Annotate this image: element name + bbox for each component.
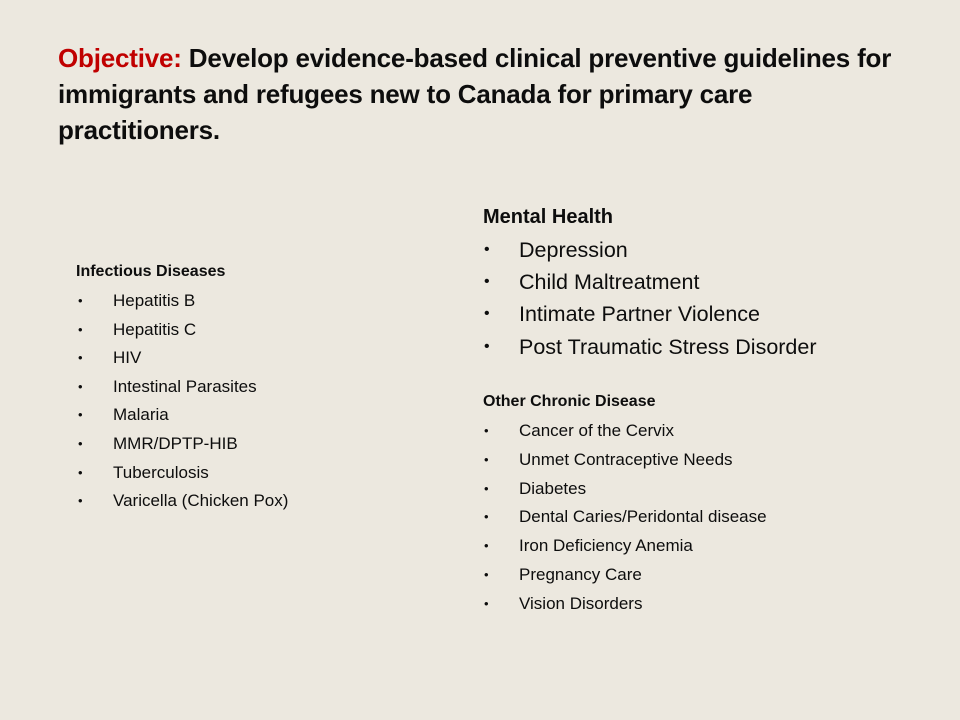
list-item-label: Post Traumatic Stress Disorder [519, 334, 817, 359]
bullet-icon: • [484, 566, 489, 582]
bullet-icon: • [484, 451, 489, 467]
list-item [483, 532, 923, 561]
bullet-icon: • [78, 493, 83, 509]
bullet-icon: • [78, 321, 83, 337]
bullet-icon: • [78, 464, 83, 480]
list-item-label: Dental Caries/Peridontal disease [519, 507, 767, 527]
bullet-icon: • [78, 378, 83, 394]
objective-text: Develop evidence-based clinical preventive guidelines for immigrants and refugees new to Canada for primary care practitioners. [58, 43, 892, 145]
bullet-icon: • [484, 423, 489, 438]
list-item [483, 503, 923, 532]
objective-title [58, 40, 918, 148]
bullet-icon: • [78, 435, 83, 451]
list-item [76, 459, 416, 488]
list-item [483, 266, 923, 298]
list-item-label: Iron Deficiency Anemia [519, 536, 693, 556]
list-item-label: Intestinal Parasites [113, 376, 257, 396]
bullet-icon: • [484, 595, 489, 611]
list-item-label: Tuberculosis [113, 462, 209, 482]
mental-health-heading: Mental Health [483, 206, 614, 228]
bullet-icon: • [484, 241, 490, 258]
list-item-label: Depression [519, 238, 628, 262]
list-item [76, 401, 416, 430]
bullet-icon: • [484, 273, 490, 291]
bullet-icon: • [484, 480, 489, 496]
list-item-label: Cancer of the Cervix [519, 421, 674, 440]
list-item [483, 331, 923, 363]
list-item [483, 234, 923, 266]
list-item [483, 298, 923, 330]
list-item-label: Varicella (Chicken Pox) [113, 491, 289, 511]
mental-health-list [483, 234, 923, 363]
list-item-label: HIV [113, 348, 142, 368]
list-item-label: Unmet Contraceptive Needs [519, 449, 733, 469]
list-item [483, 417, 923, 446]
infectious-diseases-heading: Infectious Diseases [76, 263, 226, 280]
list-item-label: Intimate Partner Violence [519, 302, 761, 327]
list-item [76, 430, 416, 459]
list-item [76, 487, 416, 516]
bullet-icon: • [484, 337, 490, 355]
list-item-label: Malaria [113, 405, 169, 425]
list-item-label: Pregnancy Care [519, 564, 642, 584]
list-item-label: Vision Disorders [519, 593, 643, 613]
list-item [76, 287, 416, 316]
list-item [483, 590, 923, 619]
objective-label: Objective: [58, 43, 182, 73]
list-item-label: MMR/DPTP-HIB [113, 433, 238, 453]
list-item [483, 561, 923, 590]
list-item [483, 475, 923, 504]
list-item [483, 446, 923, 475]
other-chronic-disease-heading: Other Chronic Disease [483, 393, 656, 410]
list-item-label: Child Maltreatment [519, 270, 700, 295]
list-item [76, 344, 416, 373]
list-item [76, 316, 416, 345]
list-item-label: Diabetes [519, 478, 587, 498]
bullet-icon: • [78, 407, 83, 423]
other-chronic-disease-section [483, 390, 923, 619]
bullet-icon: • [484, 538, 489, 554]
infectious-diseases-list [76, 287, 416, 516]
other-chronic-disease-list [483, 417, 923, 619]
list-item-label: Hepatitis C [113, 319, 197, 339]
list-item [76, 373, 416, 402]
bullet-icon: • [484, 305, 490, 323]
infectious-diseases-section [76, 260, 416, 516]
bullet-icon: • [78, 350, 83, 366]
bullet-icon: • [78, 293, 83, 308]
bullet-icon: • [484, 509, 489, 525]
mental-health-section [483, 202, 923, 363]
list-item-label: Hepatitis B [113, 291, 196, 310]
